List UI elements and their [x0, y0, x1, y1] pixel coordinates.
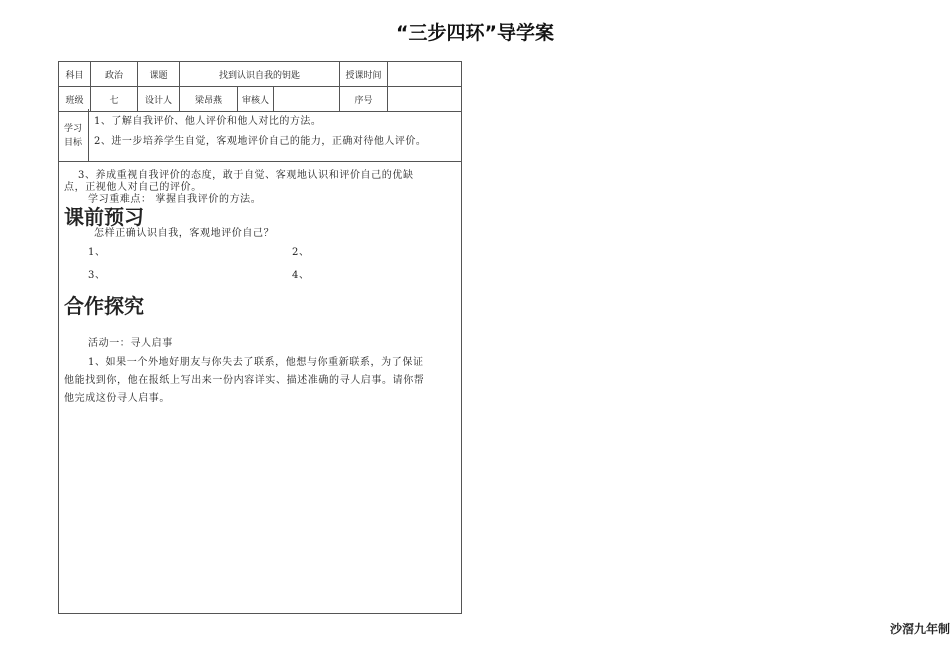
answer-slot-3: 3、: [88, 270, 106, 281]
preview-question: 怎样正确认识自我，客观地评价自己？: [94, 228, 275, 239]
key-point: 学习重难点： 掌握自我评价的方法。: [88, 194, 262, 205]
section-heading-preview: 课前预习: [64, 205, 144, 229]
reviewer-value: [274, 87, 340, 112]
activity-line-2: 他能找到你，他在报纸上写出来一份内容详实、描述准确的寻人启事。请你帮: [64, 375, 425, 386]
subject-value: 政治: [91, 62, 138, 87]
subject-label: 科目: [59, 62, 91, 87]
goals-label-line2: 目标: [63, 137, 82, 148]
activity-line-3: 他完成这份寻人启事。: [64, 393, 170, 404]
grade-label: 班级: [59, 87, 91, 112]
goals-label-line1: 学习: [63, 123, 82, 134]
designer-value: 梁昂燕: [180, 87, 238, 112]
school-name-footer: 沙滘九年制: [889, 622, 950, 636]
answer-slot-2: 2、: [292, 247, 310, 258]
activity-title: 活动一：寻人启事: [88, 338, 173, 349]
learning-goals: [58, 109, 462, 162]
grade-value: 七: [91, 87, 138, 112]
info-table: [58, 61, 462, 112]
activity-line-1: 1、如果一个外地好朋友与你失去了联系，他想与你重新联系，为了保证: [88, 357, 424, 368]
goal-item-3-line1: 3、养成重视自我评价的态度，敢于自觉、客观地认识和评价自己的优缺: [78, 170, 414, 181]
class-time-value: [388, 62, 462, 87]
topic-value: 找到认识自我的钥匙: [180, 62, 340, 87]
section-heading-cooperation: 合作探究: [64, 294, 144, 318]
goal-item-1: 1、了解自我评价、他人评价和他人对比的方法。: [94, 116, 322, 127]
goal-item-2: 2、进一步培养学生自觉，客观地评价自己的能力，正确对待他人评价。: [94, 136, 427, 147]
answer-slot-1: 1、: [88, 247, 106, 258]
goal-item-3-line2: 点，正视他人对自己的评价。: [64, 182, 202, 193]
topic-label: 课题: [138, 62, 180, 87]
designer-label: 设计人: [138, 87, 180, 112]
serial-label: 序号: [340, 87, 388, 112]
goals-label: [58, 109, 89, 162]
answer-slot-4: 4、: [292, 270, 310, 281]
page-title: “三步四环”导学案: [396, 22, 554, 44]
class-time-label: 授课时间: [340, 62, 388, 87]
reviewer-label: 审核人: [238, 87, 274, 112]
serial-value: [388, 87, 462, 112]
table-row: [59, 87, 462, 112]
table-row: [59, 62, 462, 87]
